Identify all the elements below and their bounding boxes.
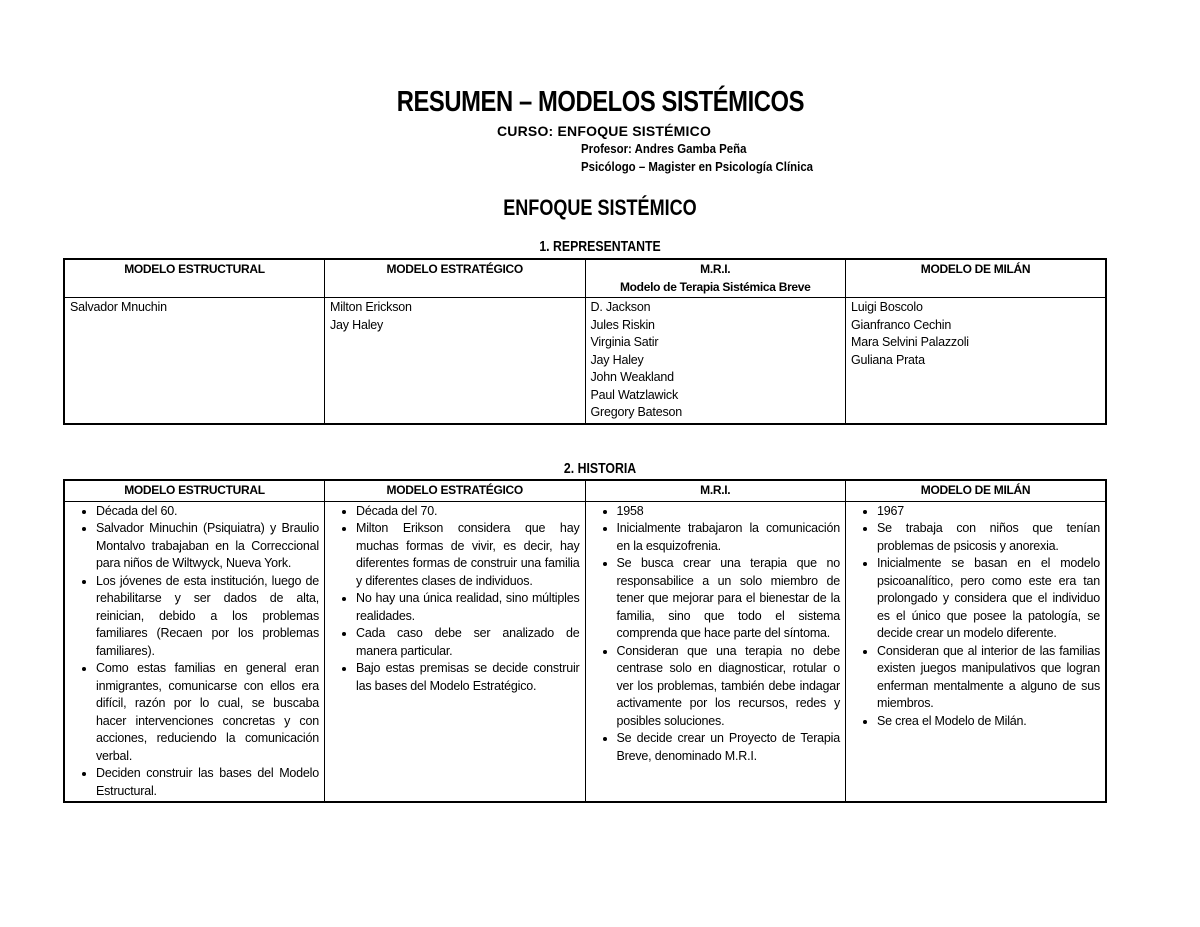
representative-name: Jay Haley [330,317,384,332]
header-cell: MODELO ESTRATÉGICO [325,259,586,298]
hist-col-0 [64,501,325,802]
rep-col-2 [585,298,846,424]
professor-name: Profesor: Andres Gamba Peña [581,141,747,156]
history-item: • Inicialmente trabajaron la comunicación en la esquizofrenia. [617,520,841,555]
history-item: • Bajo estas premisas se decide construir las bases del Modelo Estratégico. [356,660,580,695]
hist-col-2 [585,501,846,802]
representative-name: Virginia Satir [590,335,659,349]
header-cell: MODELO DE MILÁN [846,480,1107,501]
history-item: • Cada caso debe ser analizado de manera particular. [356,625,580,660]
header-cell: MODELO DE MILÁN [846,259,1107,298]
representative-name: Mara Selvini Palazzoli [851,335,969,349]
history-item: • Consideran que una terapia no debe centrase solo en diagnosticar, rotular o ver los problemas, también debe indagar activamente por los recursos, redes y posibles soluciones. [617,643,841,731]
history-item: • 1958 [617,503,841,521]
representantes-table [63,258,1107,425]
history-item: • Consideran que al interior de las familias existen juegos manipulativos que logran enferman mentalmente a alguno de sus miembros. [877,643,1100,713]
professor-info [581,140,845,176]
representative-name: Gregory Bateson [590,405,682,419]
header-cell: MODELO ESTRUCTURAL [64,480,325,501]
history-item: • Se crea el Modelo de Milán. [877,713,1100,731]
mri-subheader: Modelo de Terapia Sistémica Breve [619,279,811,294]
section2-heading: 2. HISTORIA [563,460,637,477]
hist-col-3 [846,501,1107,802]
rep-col-3 [846,298,1107,424]
header-label: M.R.I. [700,262,731,276]
document-title: RESUMEN – MODELOS SISTÉMICOS [396,86,804,118]
section-title: ENFOQUE SISTÉMICO [503,195,697,220]
history-item: • Salvador Minuchin (Psiquiatra) y Braulio Montalvo trabajaban en la Correccional para niños de Wiltwyck, Nueva York. [96,520,319,573]
rep-col-1 [325,298,586,424]
history-item: • Se busca crear una terapia que no responsabilice a un solo miembro de tener que mejorar para el bienestar de la familia, sino que todo el sistema comprenda que hace parte del síntoma. [617,555,841,643]
section1-heading: 1. REPRESENTANTE [539,238,661,255]
representative-name: Milton Erickson [330,300,412,314]
representative-name: John Weakland [590,370,674,384]
history-item: • No hay una única realidad, sino múltiples realidades. [356,590,580,625]
history-item: • Década del 60. [96,503,319,521]
header-cell: MODELO ESTRATÉGICO [325,480,586,501]
table-header-row [64,259,1106,298]
table-header-row [64,480,1106,501]
representative-name: D. Jackson [590,300,651,314]
history-item: • Milton Erikson considera que hay muchas formas de vivir, es decir, hay diferentes formas de construir una familia y diferentes clases de individuos. [356,520,580,590]
history-item: • Los jóvenes de esta institución, luego de rehabilitarse y ser dados de alta, reinician, debido a los problemas familiares (Recaen por los problemas familiares). [96,573,319,661]
history-item: • Se decide crear un Proyecto de Terapia Breve, denominado M.R.I. [617,730,841,765]
representative-name: Salvador Mnuchin [70,300,167,314]
history-item: • 1967 [877,503,1100,521]
representative-name: Jay Haley [590,352,644,367]
representative-name: Guliana Prata [851,352,925,367]
header-cell: M.R.I. [585,480,846,501]
history-item: • Década del 70. [356,503,580,521]
history-item: • Deciden construir las bases del Modelo Estructural. [96,765,319,800]
historia-table [63,479,1107,803]
representative-name: Luigi Boscolo [851,300,923,314]
representative-name: Jules Riskin [590,317,655,332]
course-name: CURSO: ENFOQUE SISTÉMICO [497,123,712,139]
history-item: • Como estas familias en general eran inmigrantes, comunicarse con ellos era difícil, razón por lo cual, se buscaba hacer intervenciones concretas y con acciones, reduciendo la comunicación verbal. [96,660,319,765]
table-row [64,501,1106,802]
history-item: • Inicialmente se basan en el modelo psicoanalítico, pero como este era tan prolongado y considera que el individuo es el único que posee la patología, se decide crear un modelo diferente. [877,555,1100,643]
header-cell [585,259,846,298]
table-row [64,298,1106,424]
representative-name: Gianfranco Cechin [851,317,952,332]
rep-col-0 [64,298,325,424]
history-item: • Se trabaja con niños que tenían problemas de psicosis y anorexia. [877,520,1100,555]
hist-col-1 [325,501,586,802]
professor-title: Psicólogo – Magister en Psicología Clínica [581,159,814,174]
representative-name: Paul Watzlawick [590,387,679,402]
header-cell: MODELO ESTRUCTURAL [64,259,325,298]
